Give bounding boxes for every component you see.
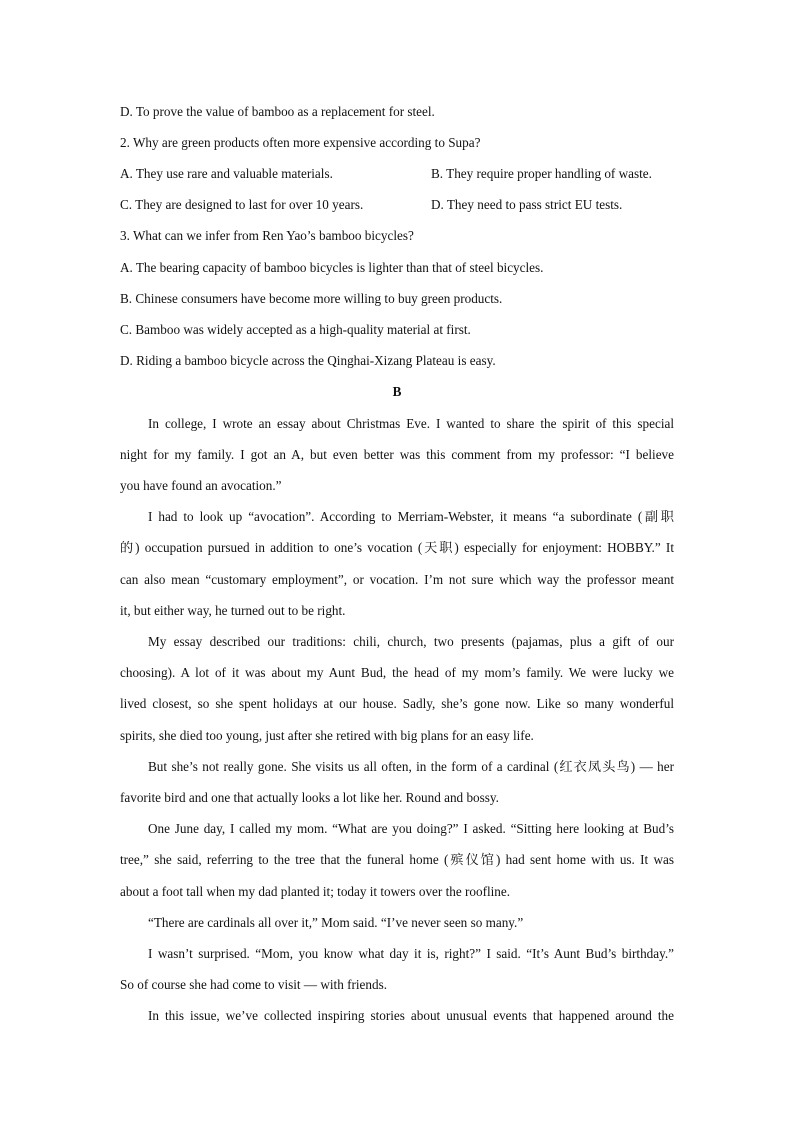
q2-stem: 2. Why are green products often more expensive according to Supa? bbox=[120, 135, 481, 150]
passage-line: One June day, I called my mom. “What are you doing?” I asked. “Sitting here looking at Bud’s bbox=[148, 821, 674, 836]
q3-stem: 3. What can we infer from Ren Yao’s bamboo bicycles? bbox=[120, 228, 414, 243]
q3-option-c: C. Bamboo was widely accepted as a high-quality material at first. bbox=[120, 322, 471, 337]
q2-option-c: C. They are designed to last for over 10 years. bbox=[120, 197, 364, 212]
passage-line: spirits, she died too young, just after she retired with big plans for an easy life. bbox=[120, 728, 534, 743]
passage-line: I wasn’t surprised. “Mom, you know what day it is, right?” I said. “It’s Aunt Bud’s birthday.” bbox=[148, 946, 674, 961]
q3-option-b: B. Chinese consumers have become more willing to buy green products. bbox=[120, 291, 503, 306]
passage-line: night for my family. I got an A, but even better was this comment from my professor: “I believe bbox=[120, 447, 674, 462]
q2-option-a: A. They use rare and valuable materials. bbox=[120, 166, 333, 181]
q3-option-a: A. The bearing capacity of bamboo bicycles is lighter than that of steel bicycles. bbox=[120, 260, 544, 275]
section-heading: B bbox=[392, 384, 402, 399]
passage-line: choosing). A lot of it was about my Aunt Bud, the head of my mom’s family. We were lucky we bbox=[120, 665, 674, 680]
passage-line: So of course she had come to visit — with friends. bbox=[120, 977, 388, 992]
passage-line: it, but either way, he turned out to be right. bbox=[120, 603, 346, 618]
passage-line: In college, I wrote an essay about Christmas Eve. I wanted to share the spirit of this special bbox=[148, 416, 674, 431]
q3-option-d: D. Riding a bamboo bicycle across the Qinghai-Xizang Plateau is easy. bbox=[120, 353, 496, 368]
passage-line: favorite bird and one that actually looks a lot like her. Round and bossy. bbox=[120, 790, 499, 805]
q2-option-d: D. They need to pass strict EU tests. bbox=[431, 197, 623, 212]
passage-line: In this issue, we’ve collected inspiring stories about unusual events that happened around the bbox=[148, 1008, 674, 1023]
passage-line: can also mean “customary employment”, or vocation. I’m not sure which way the professor meant bbox=[120, 572, 674, 587]
passage-line: about a foot tall when my dad planted it; today it towers over the roofline. bbox=[120, 884, 511, 899]
passage-line: I had to look up “avocation”. According to Merriam-Webster, it means “a subordinate (副职 bbox=[148, 509, 674, 524]
passage-line: “There are cardinals all over it,” Mom said. “I’ve never seen so many.” bbox=[148, 915, 524, 930]
passage-line: My essay described our traditions: chili, church, two presents (pajamas, plus a gift of our bbox=[148, 634, 674, 649]
passage-line: you have found an avocation.” bbox=[120, 478, 282, 493]
passage-line: But she’s not really gone. She visits us all often, in the form of a cardinal (红衣凤头鸟) — her bbox=[148, 759, 674, 774]
q2-option-b: B. They require proper handling of waste. bbox=[431, 166, 652, 181]
q1-option-d: D. To prove the value of bamboo as a replacement for steel. bbox=[120, 104, 435, 119]
passage-line: 的) occupation pursued in addition to one’s vocation (天职) especially for enjoyment: HOBBY.” It bbox=[120, 540, 674, 555]
passage-line: tree,” she said, referring to the tree that the funeral home (殡仪馆) had sent home with us. It was bbox=[120, 852, 674, 867]
passage-line: lived closest, so she spent holidays at our house. Sadly, she’s gone now. Like so many wonderful bbox=[120, 696, 674, 711]
